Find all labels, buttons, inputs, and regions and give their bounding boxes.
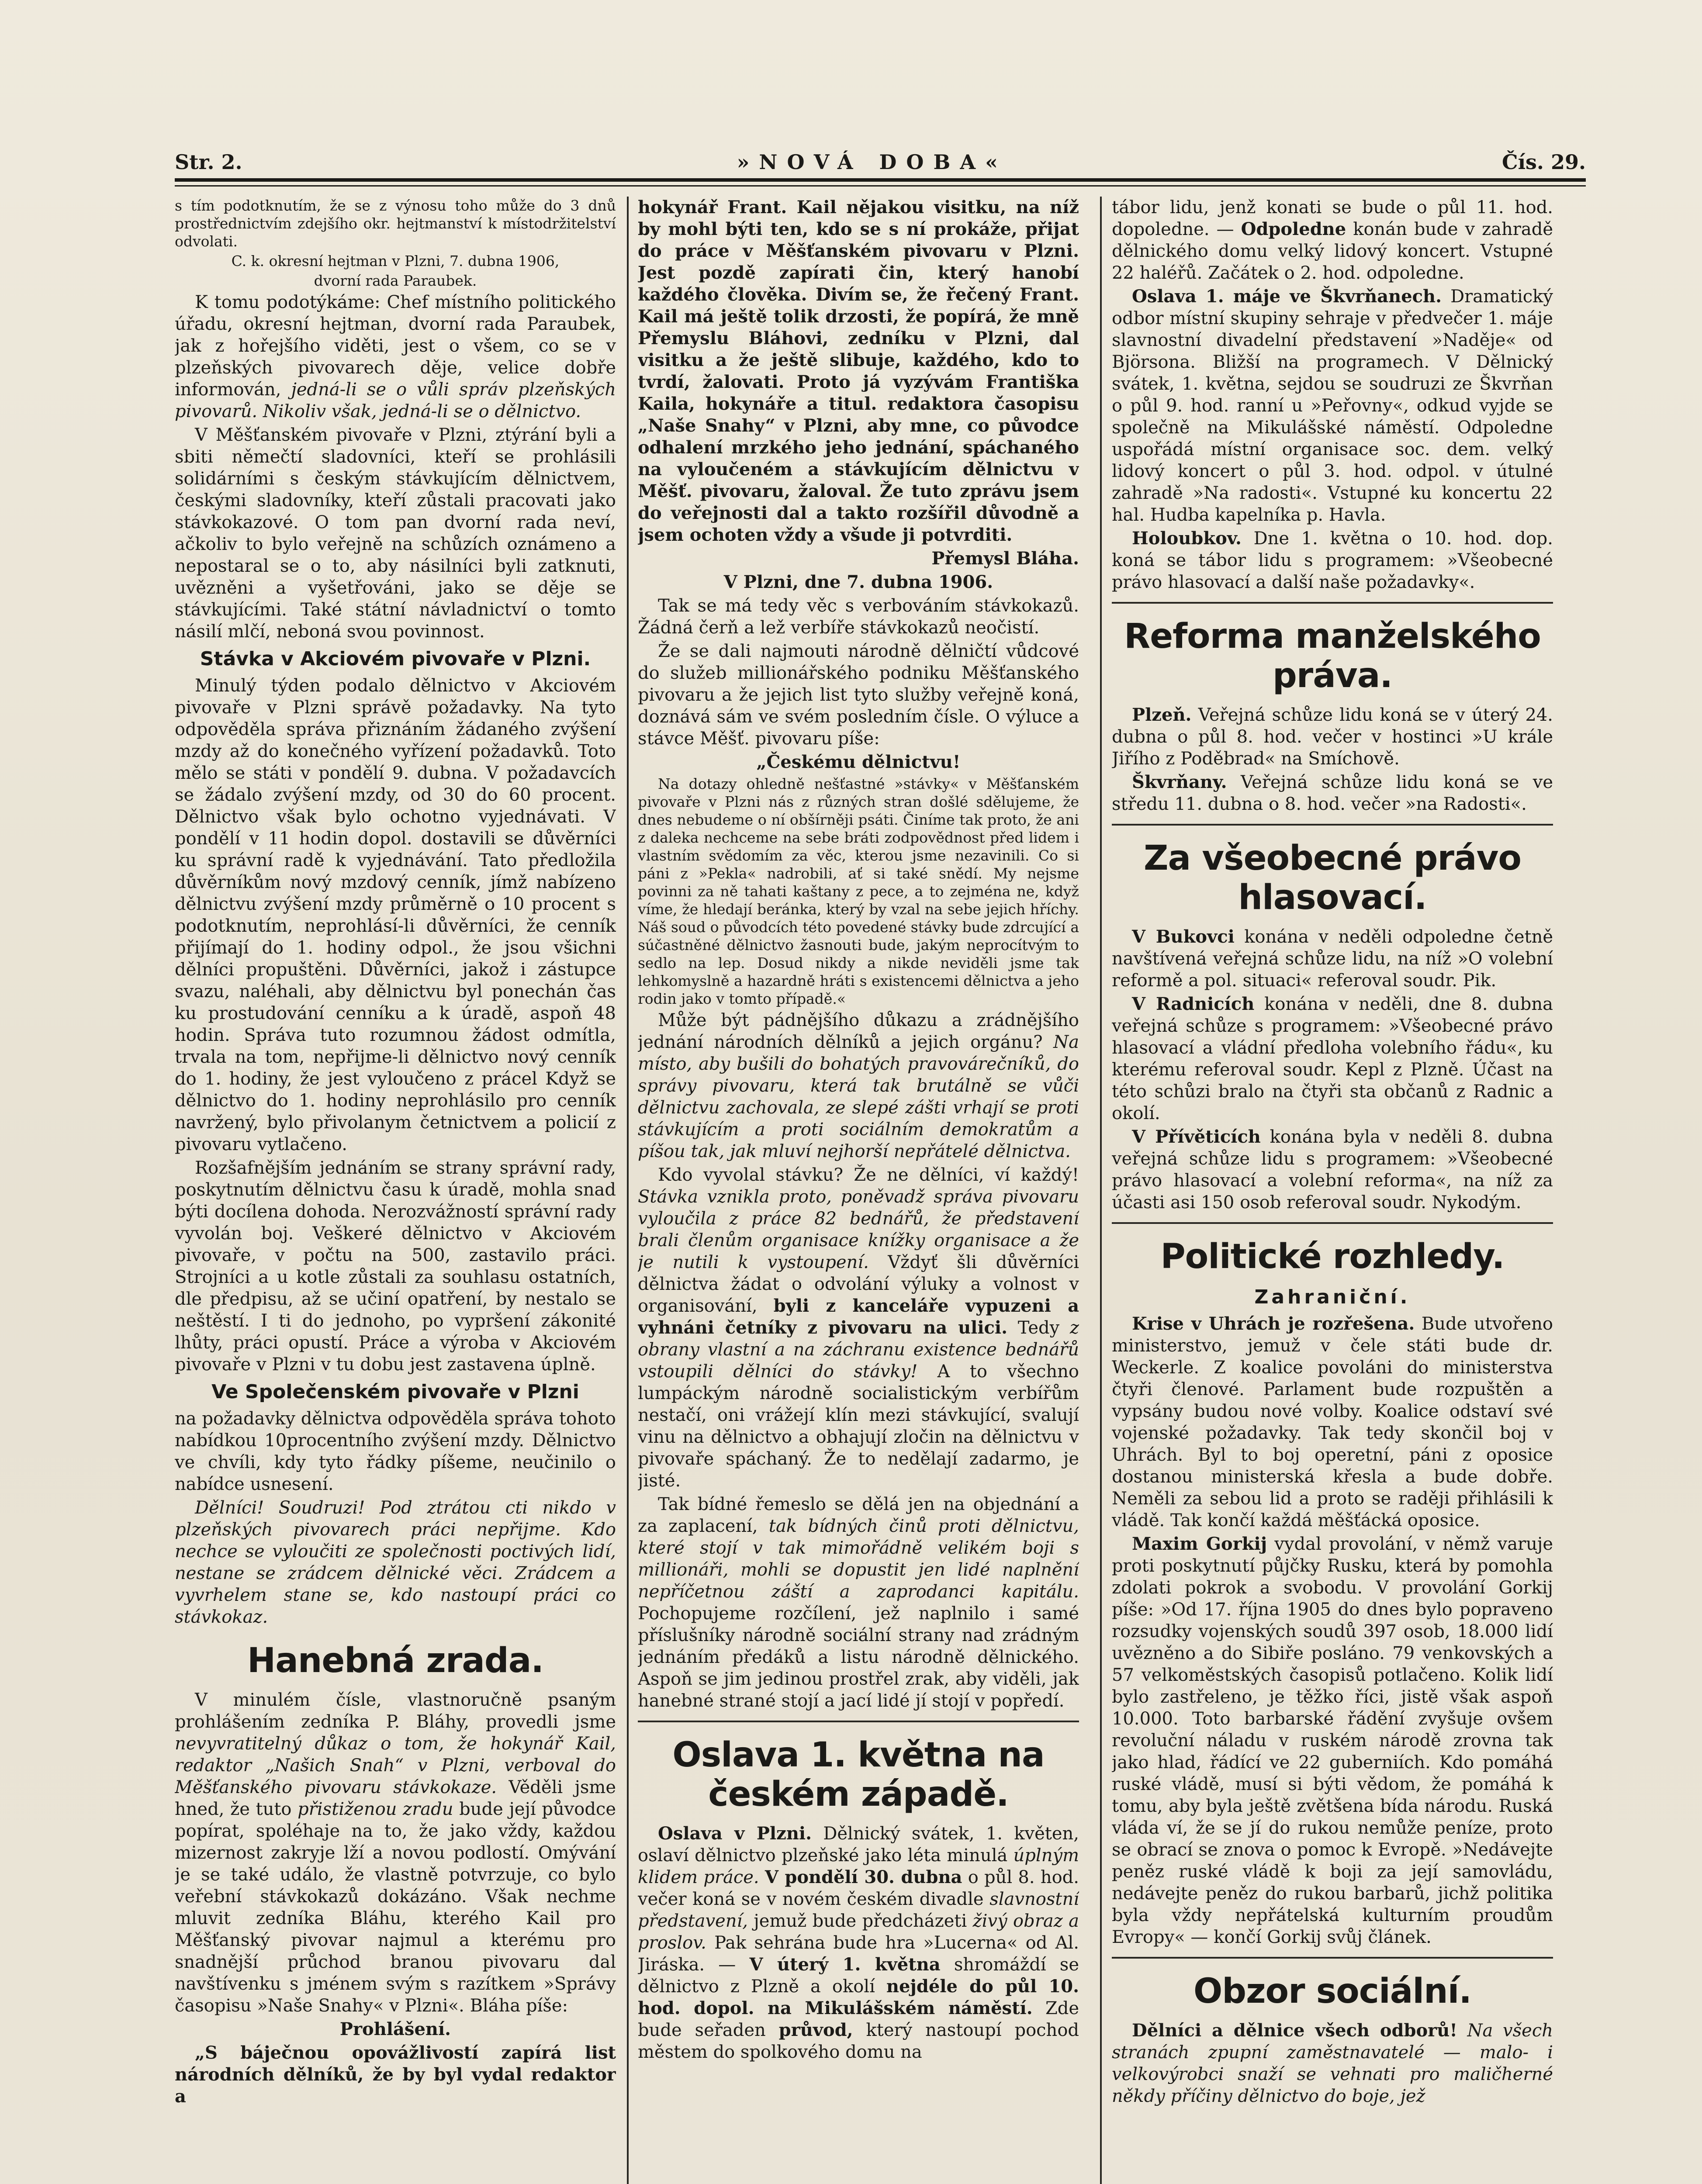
column-3 [1112, 197, 1553, 2184]
column-2 [638, 197, 1079, 2184]
heading-zahranicni: Zahraniční. [1254, 1286, 1411, 1308]
article-paragraph: V Měšťanském pivovaře v Plzni, ztýrání byli a sbiti němečtí sladovníci, kteří se prohlásili solidárními s českým stávkujícím dělnictvem, českými sladovníky, kteří zůstali pracovati jako stávkokazové. O tom pan dvorní rada neví, ačkoliv to bylo veřejně na schůzích oznámeno a nepostaral se o to, aby násilníci byli zatknuti, uvězněni a vyšetřováni, jako se děje se stávkujícími. Také státní návladnictví o tomto násilí mlčí, neboná svou povinnost. [175, 425, 616, 642]
article-paragraph: Může být pádnějšího důkazu a zrádnějšího jednání národních dělníků a jejich orgánu? Na místo, aby bušili do bohatých pravovárečníků, do správy pivovaru, která tak brutálně se vůči dělnictvu zachovala, ze slepé zášti vrhají se proti stávkujícím a proti sociálním demokratům a píšou tak, jak mluví nejhorší nepřátelé dělnictva. [638, 1010, 1079, 1161]
decree-intro: s tím podotknutím, že se z výnosu toho může do 3 dnů prostřednictvím zdejšího okr. hejtmanství k místodržitelství odvolati. [175, 197, 616, 250]
column-1 [175, 197, 616, 2184]
heading-volebni-pravo: Za všeobecné právo hlasovací. [1143, 839, 1522, 917]
section-rule [1112, 1222, 1553, 1224]
article-paragraph: Že se dali najmouti národně dělničtí vůdcové do služeb millionářského podniku Měšťanského pivovaru a že jejich list tyto služby veřejně koná, doznává sám ve svém posledním čísle. O výluce a stávce Měšť. pivovaru píše: [638, 641, 1079, 749]
article-paragraph: na požadavky dělnictva odpověděla správa tohoto nabídkou 10procentního zvýšení mzdy. Dělnictvo ve chvíli, kdy tyto řádky píšeme, neučinilo o nabídce usnesení. [175, 1409, 616, 1494]
article-paragraph: V Přívěticích konána byla v neděli 8. dubna veřejná schůze lidu s programem: »Všeobecné právo hlasovací a volební reforma«, na níž za účasti asi 150 osob referoval soudr. Nykodým. [1112, 1127, 1553, 1213]
article-paragraph: V minulém čísle, vlastnoručně psaným prohlášením zedníka P. Bláhy, provedli jsme nevyvratitelný důkaz o tom, že hokynář Kail, redaktor „Našich Snah“ v Plzni, verboval do Měšťanského pivovaru stávkokaze. Věděli jsme hned, že tuto přistiženou zradu bude její původce popírat, spoléhaje na to, že jako vždy, každou mizernost zakryje lží a novou podlostí. Omývání je se také událo, že vlastně potvrzuje, co bylo veřební stávkokazů dokázáno. Však nechme mluvit zedníka Bláhu, kterého Kail pro Měšťanský pivovar najmul a kterému pro snadnější průchod branou pivovaru dal navštívenku s jménem svým s razítkem »Správy časopisu »Naše Snahy« v Plzni«. Bláha píše: [175, 1690, 616, 2016]
article-paragraph: Tak se má tedy věc s verbováním stávkokazů. Žádná čerň a lež verbíře stávkokazů neočistí. [638, 596, 1079, 638]
decree-signature-1: C. k. okresní hejtman v Plzni, 7. dubna 1906, [231, 252, 560, 270]
article-paragraph: V Bukovci konána v neděli odpoledne četně navštívená veřejná schůze lidu, na níž »O volební reformě a pol. situaci« referoval soudr. Pik. [1112, 926, 1553, 991]
heading-reforma: Reforma manželského práva. [1124, 617, 1541, 695]
quote-heading: „Českému dělnictvu! [756, 752, 961, 772]
heading-akciovy-pivovar: Stávka v Akciovém pivovaře v Plzni. [200, 648, 591, 670]
article-paragraph: Minulý týden podalo dělnictvo v Akciovém pivovaře v Plzni správě požadavky. Na tyto odpověděla správa přiznáním žádaného zvýšení mzdy až do konečného vyřízení požadavků. Toto mělo se státi v pondělí 9. dubna. V požadavcích se žádalo zvýšení mzdy, od 30 do 60 procent. Dělnictvo však bylo ochotno vyjednávati. V pondělí v 11 hodin dopol. dostavili se důvěrníci ku správní radě k vyjednávání. Tato předložila důvěrníkům nový mzdový cenník, jímž nabízeno dělnictvu zvýšení mzdy průměrně o 10 procent s podotknutím, neprohlásí-li důvěrníci, že cenník přijímají do 1. hodiny odpol., že jsou všichni dělníci propuštěni. Důvěrníci, jakož i zástupce svazu, naléhali, aby dělnictvu byl ponechán čas ku prostudování cenníku a k úradě, aspoň 48 hodin. Správa tuto rozumnou žádost odmítla, trvala na tom, nepřijme-li dělnictvo nový cenník do 1. hodiny, že jest vyloučeno z prácel Když se dělnictvo do 1. hodiny neprohlásilo pro cenník navržený, bylo přivolanym četnictvem a policií z pivovaru vytlačeno. [175, 676, 616, 1154]
declaration-date: V Plzni, dne 7. dubna 1906. [723, 572, 993, 592]
article-paragraph: Plzeň. Veřejná schůze lidu koná se v úterý 24. dubna o půl 8. hod. večer v hostinci »U krále Jiřího z Poděbrad« na Smíchově. [1112, 705, 1553, 769]
article-paragraph: Tak bídné řemeslo se dělá jen na objednání a za zaplacení, tak bídných činů proti dělnictvu, které stojí v tak mimořádně velikém boji s millionáři, mohli se dopustit jen lidé naplnění nepříčetnou záští a zaprodanci kapitálu. Pochopujeme rozčílení, jež naplnilo i samé příslušníky národně sociální strany nad zrádným jednáním předáků a listu národně dělnického. Aspoň se jim jedinou prostřel zrak, aby viděli, jak hanebné strané stojí a jací lidé jí stojí v popředí. [638, 1494, 1079, 1711]
article-paragraph: V Radnicích konána v neděli, dne 8. dubna veřejná schůze s programem: »Všeobecné právo hlasovací a vládní předloha volebního řádu«, ku kterému referoval soudr. Kepl z Plzně. Účast na této schůzi bralo na čtyři sta občanů z Radnic a okolí. [1112, 994, 1553, 1123]
heading-politicke-rozhledy: Politické rozhledy. [1160, 1237, 1505, 1276]
section-rule [1112, 1957, 1553, 1959]
article-paragraph: Dělníci a dělnice všech odborů! Na všech stranách zpupní zaměstnavatelé — malo- i velkovýrobci snaží se vehnati pro maličherné někdy příčiny dělnictvo do boje, jež [1112, 2020, 1553, 2106]
section-rule [1112, 602, 1553, 604]
header-rule-thick [175, 178, 1586, 182]
section-rule [1112, 824, 1553, 826]
heading-spolecensky-pivovar: Ve Společenském pivovaře v Plzni [211, 1381, 579, 1403]
page-header [175, 139, 1586, 174]
article-paragraph: Rozšafnějším jednáním se strany správní rady, poskytnutím dělnictvu času k úradě, mohla snad býti docílena dohoda. Nerozvážností správní rady vyvolán boj. Veškeré dělnictvo v Akciovém pivovaře, v počtu na 500, zastavilo práci. Strojníci a u kotle zůstali za souhlasu ostatních, dle předpisu, až se učiní opatření, by nestalo se neštěstí. I ti do jednoho, po vypršení zákonité lhůty, práci opustí. Práce a výroba v Akciovém pivovaře v Plzni v tu dobu jest zastavena úplně. [175, 1158, 616, 1375]
issue-number: Čís. 29. [1501, 150, 1586, 174]
declaration-paragraph: „S báječnou opovážlivostí zapírá list národních dělníků, že by byl vydal redaktor a [175, 2042, 616, 2107]
column-divider-2 [1100, 197, 1102, 2184]
heading-prohlaseni: Prohlášení. [339, 2019, 451, 2039]
column-divider-1 [627, 197, 629, 2184]
heading-obzor-socialni: Obzor sociální. [1193, 1972, 1471, 2011]
heading-hanebna-zrada: Hanebná zrada. [247, 1641, 544, 1680]
article-paragraph: Holoubkov. Dne 1. května o 10. hod. dop. koná se tábor lidu s programem: »Všeobecné právo hlasovací a další naše požadavky«. [1112, 528, 1553, 592]
section-rule [638, 1721, 1079, 1722]
article-paragraph: Škvrňany. Veřejná schůze lidu koná se ve středu 11. dubna o 8. hod. večer »na Radosti«. [1112, 772, 1553, 814]
article-paragraph: tábor lidu, jenž konati se bude o půl 11. hod. dopoledne. — Odpoledne konán bude v zahradě dělnického domu velký lidový koncert. Vstupné 22 haléřů. Začátek o 2. hod. odpoledne. [1112, 197, 1553, 283]
decree-signature-2: dvorní rada Paraubek. [314, 272, 477, 289]
article-paragraph: Oslava 1. máje ve Škvrňanech. Dramatický odbor místní skupiny sehraje v předvečer 1. máje slavnostní divadelní představení »Naděje« od Björsona. Bližší na programech. V Dělnický svátek, 1. května, sejdou se soudruzi ze Škvrňan o půl 9. hod. ranní u »Peřovny«, odkud vyjde se společně na Mikulášské náměstí. Odpoledne uspořádá místní organisace soc. dem. velký lidový koncert o půl 3. hod. odpol. v útulné zahradě »Na radosti«. Vstupné ku koncertu 22 hal. Hudba kapelníka p. Havla. [1112, 286, 1553, 525]
article-paragraph: Krise v Uhrách je rozřešena. Bude utvořeno ministerstvo, jemuž v čele státi bude dr. Weckerle. Z koalice povoláni do ministerstva čtyři členové. Parlament bude rozpuštěn a vypsány budou nové volby. Koalice odstaví své vojenské požadavky. Tak tedy skončil boj v Uhrách. Byl to boj operetní, páni z oposice dostanou ministerská křesla a bude dobře. Neměli za sebou lid a proto se raději přihlásili k vládě. Tak končí každá měšťácká oposice. [1112, 1313, 1553, 1531]
article-paragraph: Maxim Gorkij vydal provolání, v němž varuje proti poskytnutí půjčky Rusku, která by pomohla zdolati pokrok a svobodu. V provolání Gorkij píše: »Od 17. října 1905 do dnes bylo popraveno rozsudky vojenských soudů 397 osob, 18.000 lidí uvězněno a do Sibiře posláno. 79 venkovských a 57 velkoměstských časopisů potlačeno. Kolik lidí bylo zastřeleno, je těžko říci, jistě však aspoň 10.000. Toto barbarské řádění zvyšuje ovšem revoluční náladu v ruském národě zrovna tak jako hlad, řádící ve 22 guberniích. Kdo pomáhá ruské vládě, musí si býti vědom, že pomáhá k tomu, aby byla ještě zvětšena bída národu. Ruská vláda ví, že se jí do rukou nemůže peníze, proto se obrací se znova o pomoc k Evropě. »Nedávejte peněz ruské vládě k boji za její samovládu, nedávejte peněz do rukou barbarů, jichž politika byla vždy nepřátelská kulturním proudům Evropy« — končí Gorkij svůj článek. [1112, 1534, 1553, 1947]
appeal-paragraph: Dělníci! Soudruzi! Pod ztrátou cti nikdo v plzeňských pivovarech práci nepřijme. Kdo nechce se vyloučiti ze společnosti poctivých lidí, nestane se zrádcem dělnické věci. Zrádcem a vyvrhelem stane se, kdo nastoupí práci co stávkokaz. [175, 1498, 616, 1627]
declaration-paragraph: hokynář Frant. Kail nějakou visitku, na níž by mohl býti ten, kdo se s ní prokáže, přijat do práce v Měšťanském pivovaru v Plzni. Jest pozdě zapírati čin, který hanobí každého člověka. Divím se, že řečený Frant. Kail má ještě tolik drzosti, že popírá, že mně Přemyslu Bláhovi, zedníku v Plzni, dal visitku a že ještě slibuje, každého, kdo to tvrdí, žalovati. Proto já vyzývám Františka Kaila, hokynáře a titul. redaktora časopisu „Naše Snahy“ v Plzni, aby mne, co původce odhalení mrzkého jeho jednání, spáchaného na vyloučeném a stávkujícím dělnictvu v Měšť. pivovaru, žaloval. Že tuto zprávu jsem do veřejnosti dal a takto rozšířil důvodně a jsem ochoten vždy a všude ji potvrditi. [638, 197, 1079, 545]
quote-paragraph: Na dotazy ohledně nešťastné »stávky« v Měšťanském pivovaře v Plzni nás z různých stran došlé sdělujeme, že dnes nebudeme o ní obšírněji psáti. Činíme tak proto, že ani z daleka nechceme na sebe bráti zodpovědnost před lidem i vlastním svědomím za věc, kterou jsme nezavinili. Co si páni z »Pekla« nadrobili, ať si také snědí. My nejsme povinni za ně tahati kaštany z pece, a to zejména ne, když víme, že hledají beránka, který by vzal na sebe jejich hříchy. Náš soud o původcích této povedené stávky bude zdrcující a súčastněné dělnictvo žasnouti bude, jakým neprocítvým to sedlo na lep. Dosud nikdy a nikde neviděli jsme tak lehkomyslně a hazardně hráti s existencemi dělnictva a jeho rodin jako v tomto případě.« [638, 775, 1079, 1007]
heading-oslava-kvetna: Oslava 1. května na českém západě. [672, 1735, 1045, 1814]
article-paragraph: K tomu podotýkáme: Chef místního politického úřadu, okresní hejtman, dvorní rada Paraubek, jak z hořejšího viděti, jest o všem, co se v plzeňských pivovarech děje, velice dobře informován, jedná-li se o vůli správ plzeňských pivovarů. Nikoliv však, jedná-li se o dělnictvo. [175, 292, 616, 422]
header-rule-thin [175, 185, 1586, 187]
page-number: Str. 2. [175, 150, 242, 174]
masthead-title: »NOVÁ DOBA« [737, 150, 1007, 174]
declaration-signature: Přemysl Bláha. [931, 548, 1079, 569]
article-paragraph: Kdo vyvolal stávku? Že ne dělníci, ví každý! Stávka vznikla proto, poněvadž správa pivovaru vyloučila z práce 82 bednářů, že představení brali členům organisace knížky organisace a že je nutili k vystoupení. Vždyť šli důvěrníci dělnictva žádat o odvolání výluky a volnost v organisování, byli z kanceláře vypuzeni a vyhnáni četníky z pivovaru na ulici. Tedy z obrany vlastní a na záchranu existence bednářů vstoupili dělníci do stávky! A to všechno lumpáckým národně socialistickým verbířům nestačí, oni vrážejí klín mezi stávkující, svalují vinu na dělnictvo a obhajují zločin na dělnictvu v pivovaře spáchaný. Že to nedělají zadarmo, je jisté. [638, 1165, 1079, 1491]
article-paragraph: Oslava v Plzni. Dělnický svátek, 1. květen, oslaví dělnictvo plzeňské jako léta minulá úplným klidem práce. V pondělí 30. dubna o půl 8. hod. večer koná se v novém českém divadle slavnostní představení, jemuž bude předcházeti živý obraz a proslov. Pak sehrána bude hra »Lucerna« od Al. Jiráska. — V úterý 1. května shromáždí se dělnictvo z Plzně a okolí nejdéle do půl 10. hod. dopol. na Mikulášském náměstí. Zde bude seřaden průvod, který nastoupí pochod městem do spolkového domu na [638, 1823, 1079, 2062]
